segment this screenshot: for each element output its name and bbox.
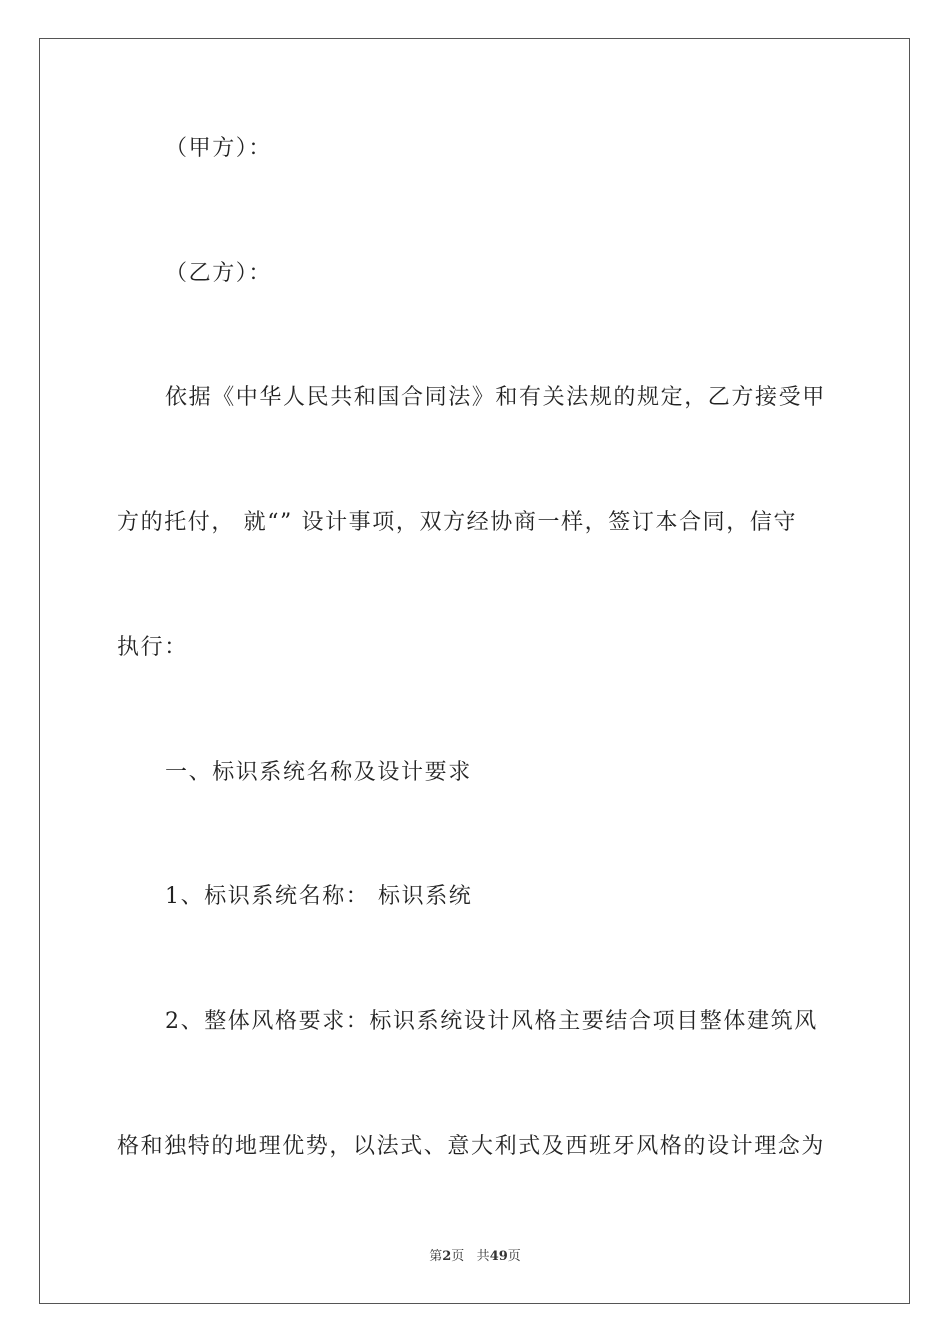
paragraph-line-1: 依据《中华人民共和国合同法》和有关法规的规定，乙方接受甲 [165,385,826,410]
section-heading-1: 一、标识系统名称及设计要求 [165,760,472,785]
party-b-label: （乙方）： [165,261,273,286]
party-a-label: （甲方）： [165,136,273,161]
footer-page-prefix: 第 [429,1249,443,1264]
page-border [39,38,910,1304]
footer-page-suffix: 页 [451,1249,465,1264]
page-footer [0,1249,950,1265]
item-2-style-line-2: 格和独特的地理优势，以法式、意大利式及西班牙风格的设计理念为 [117,1134,826,1159]
footer-total-prefix: 共 [476,1249,490,1264]
paragraph-line-2: 方的托付， 就“” 设计事项，双方经协商一样，签订本合同，信守 [117,510,798,535]
item-2-style-line-1: 2、整体风格要求：标识系统设计风格主要结合项目整体建筑风 [165,1009,818,1034]
footer-total-suffix: 页 [507,1249,521,1264]
footer-page-number: 2 [442,1249,452,1264]
paragraph-line-3: 执行： [117,635,188,660]
footer-total-pages: 49 [489,1249,508,1264]
item-1-system-name: 1、标识系统名称： 标识系统 [165,884,473,909]
